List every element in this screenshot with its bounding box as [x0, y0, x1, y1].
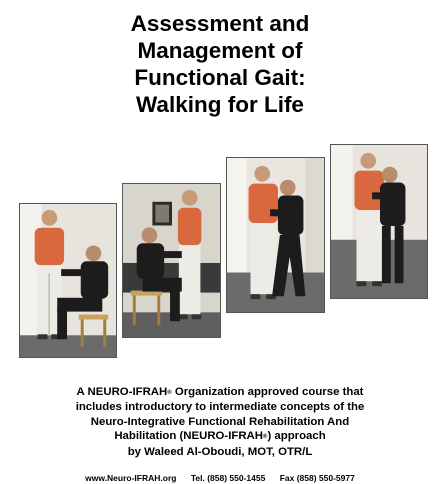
course-title [0, 10, 440, 118]
gait-photo-3 [226, 157, 325, 313]
website-link[interactable]: www.Neuro-IFRAH.org [85, 473, 177, 483]
title-line-4: Walking for Life [136, 92, 304, 117]
title-line-2: Management of [137, 38, 303, 63]
title-line-1: Assessment and [130, 11, 310, 36]
description-line-1-text: A NEURO-IFRAH [76, 386, 168, 398]
registered-mark: ® [263, 434, 268, 441]
description-line-1-rest: Organization approved course that [171, 386, 364, 398]
gait-photo-1 [19, 203, 117, 358]
contact-footer [0, 473, 440, 484]
title-line-3: Functional Gait: [134, 65, 306, 90]
gait-photo-2-image [123, 184, 220, 337]
gait-photo-4-image [331, 145, 427, 298]
gait-photo-2 [122, 183, 221, 338]
description-line-2: includes introductory to intermediate concepts of the [75, 401, 365, 414]
course-description [0, 385, 440, 459]
gait-photo-4 [330, 144, 428, 299]
gait-photo-3-image [227, 158, 324, 312]
description-line-4 [0, 429, 440, 444]
author-line: by Waleed Al-Oboudi, MOT, OTR/L [127, 445, 313, 458]
description-line-4-rest: ) approach [267, 430, 326, 443]
phone-number: Tel. (858) 550-1455 [190, 473, 266, 483]
fax-number: Fax (858) 550-5977 [279, 473, 355, 483]
description-line-1 [0, 385, 440, 400]
gait-photo-1-image [20, 204, 116, 357]
description-line-4-text: Habilitation (NEURO-IFRAH [114, 430, 264, 443]
registered-mark: ® [167, 390, 172, 396]
description-line-3: Neuro-Integrative Functional Rehabilitation And [90, 415, 350, 428]
